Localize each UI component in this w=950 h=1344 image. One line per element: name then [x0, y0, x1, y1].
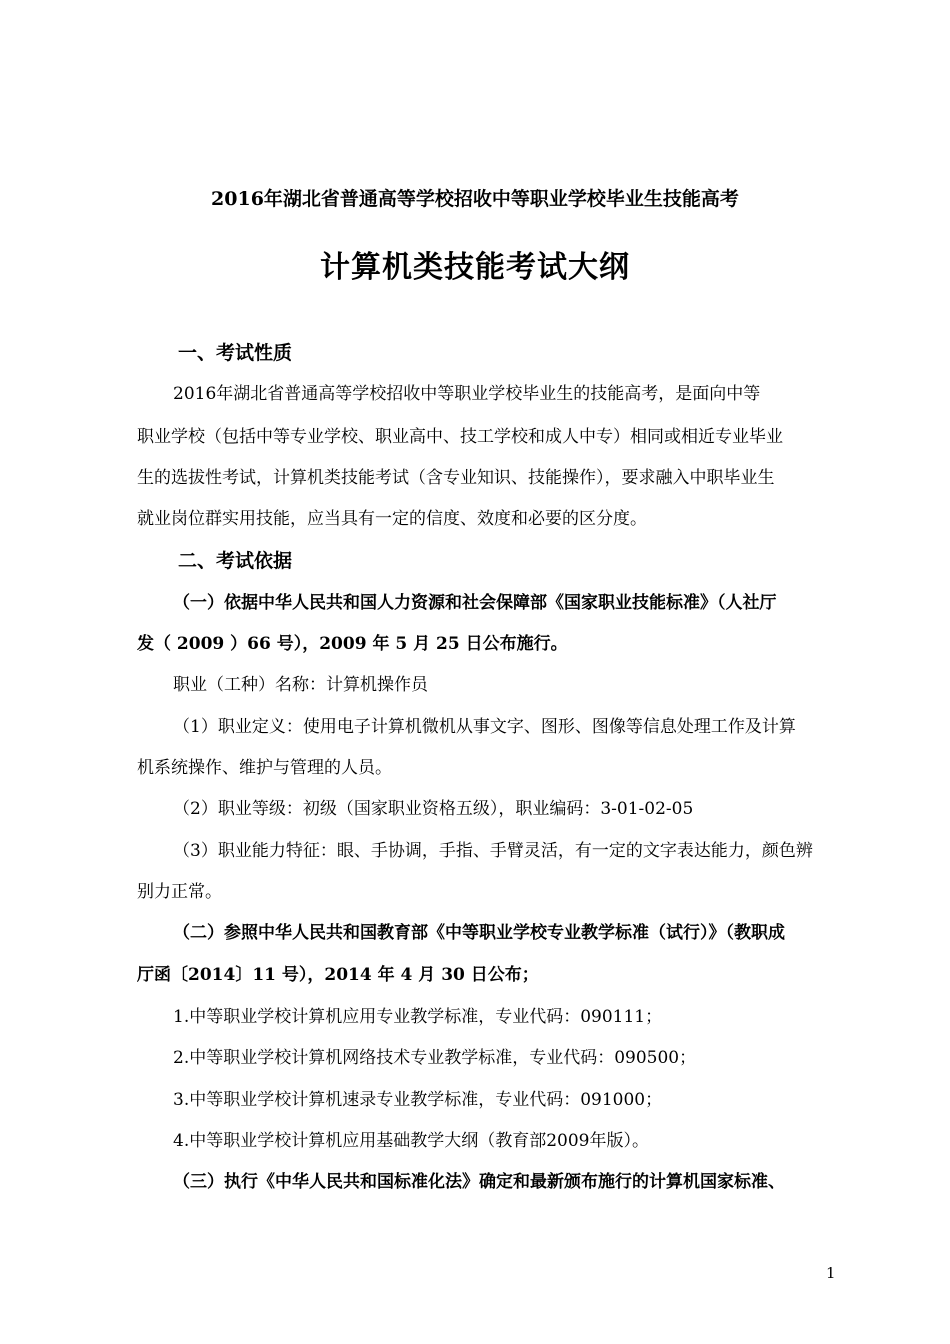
occupation-ability-line: （3）职业能力特征：眼、手协调，手指、手臂灵活，有一定的文字表达能力，颜色辨: [173, 841, 813, 861]
basis-item-1-line: 发（ 2009 ）66 号），2009 年 5 月 25 日公布施行。: [137, 634, 568, 654]
basis-item-3-line: （三）执行《中华人民共和国标准化法》确定和最新颁布施行的计算机国家标准、: [173, 1172, 785, 1192]
list-item-standard: 1.中等职业学校计算机应用专业教学标准，专业代码：090111；: [173, 1007, 663, 1027]
list-item-standard: 3.中等职业学校计算机速录专业教学标准，专业代码：091000；: [173, 1090, 663, 1110]
occupation-definition-line: （1）职业定义：使用电子计算机微机从事文字、图形、图像等信息处理工作及计算: [173, 717, 796, 737]
basis-item-2-line: （二）参照中华人民共和国教育部《中等职业学校专业教学标准（试行）》（教职成: [173, 923, 785, 943]
occupation-level: （2）职业等级：初级（国家职业资格五级），职业编码：3-01-02-05: [173, 799, 694, 819]
paragraph-line: 就业岗位群实用技能，应当具有一定的信度、效度和必要的区分度。: [137, 509, 647, 529]
list-item-standard: 4.中等职业学校计算机应用基础教学大纲（教育部2009年版）。: [173, 1131, 649, 1151]
paragraph-line: 生的选拔性考试，计算机类技能考试（含专业知识、技能操作），要求融入中职毕业生: [137, 468, 775, 488]
basis-item-1-line: （一）依据中华人民共和国人力资源和社会保障部《国家职业技能标准》（人社厅: [173, 593, 777, 613]
occupation-ability-line: 别力正常。: [137, 882, 222, 902]
basis-item-2-line: 厅函〔2014〕11 号），2014 年 4 月 30 日公布；: [137, 965, 539, 985]
page-number: 1: [826, 1264, 836, 1282]
document-subtitle: 2016年湖北省普通高等学校招收中等职业学校毕业生技能高考: [211, 188, 739, 210]
document-title: 计算机类技能考试大纲: [320, 250, 630, 285]
paragraph-line: 2016年湖北省普通高等学校招收中等职业学校毕业生的技能高考，是面向中等: [173, 384, 761, 404]
occupation-definition-line: 机系统操作、维护与管理的人员。: [137, 758, 392, 778]
section-heading-exam-nature: 一、考试性质: [178, 342, 293, 364]
section-heading-exam-basis: 二、考试依据: [178, 550, 293, 572]
occupation-name: 职业（工种）名称：计算机操作员: [173, 675, 428, 695]
list-item-standard: 2.中等职业学校计算机网络技术专业教学标准，专业代码：090500；: [173, 1048, 697, 1068]
paragraph-line: 职业学校（包括中等专业学校、职业高中、技工学校和成人中专）相同或相近专业毕业: [137, 427, 783, 447]
